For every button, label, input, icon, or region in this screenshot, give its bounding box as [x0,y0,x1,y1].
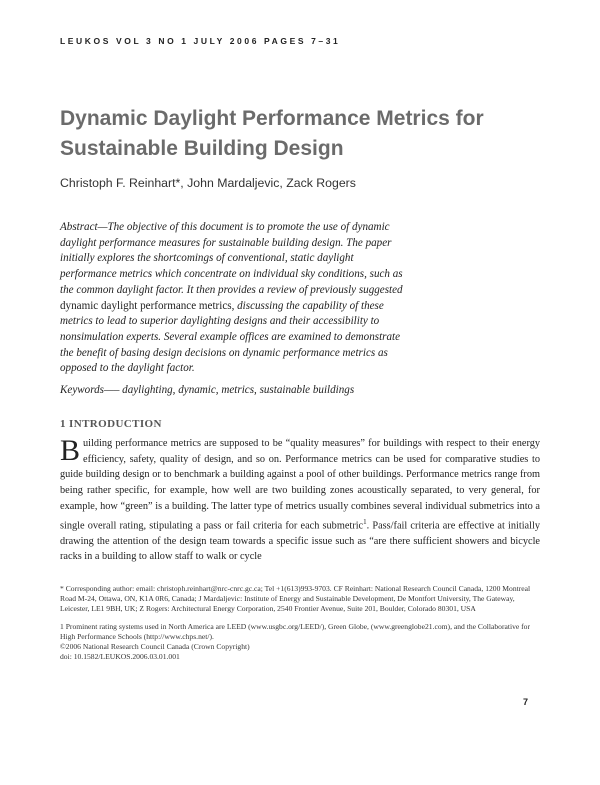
page-number: 7 [523,697,529,707]
introduction-paragraph [60,436,540,565]
author-list: Christoph F. Reinhart*, John Mardaljevic, Zack Rogers [60,176,356,190]
abstract-text-upright: dynamic daylight performance metrics, [60,299,235,312]
footnote-reference[interactable]: 1 [363,517,367,526]
paragraph-text-part2: . Pass/fail criteria are effective at initially drawing the attention of the design team towards a specific issue such as “are there sufficient showers and bicycle racks in a building to allow staff to walk or cycle [60,519,540,563]
corresponding-author-note: * Corresponding author: email: christoph.reinhart@nrc-cnrc.gc.ca; Tel +1(613)993-9703. CF Reinhart: National Research Council Canada, 1200 Montreal Road M-24, Ottawa, ON, K1A 0R6, Canada; J Mardaljevic: Institute of Energy and Sustainable Development, De Montfort University, The Gateway, Leicester, LE1 9BH, UK; Z Rogers: Architectural Energy Corporation, 2540 Frontier Avenue, Suite 201, Boulder, Colorado 80301, USA [60,584,531,614]
copyright-line: ©2006 National Research Council Canada (Crown Copyright) [60,642,250,652]
running-head: LEUKOS VOL 3 NO 1 JULY 2006 PAGES 7–31 [60,36,341,46]
footnote-1: 1 Prominent rating systems used in North America are LEED (www.usgbc.org/LEED/), Green Globe, (www.greenglobe21.com), and the Collaborative for High Performance Schools (http://www.chps.net/). [60,621,530,641]
section-heading-introduction: 1 INTRODUCTION [60,418,162,430]
abstract-text-part1: Abstract—The objective of this document is to promote the use of dynamic daylight performance measures for sustainable building design. The paper initially explores the shortcomings of conventional, static daylight performance metrics which concentrate on individual sky conditions, such as the common daylight factor. It then provides a review of previously suggested [60,221,403,296]
paragraph-text-part1: uilding performance metrics are supposed to be “quality measures” for buildings with respect to their energy efficiency, safety, quality of design, and so on. Performance metrics can be used for comparative studies to guide building design or to benchmark a building against a pool of other buildings. Performance metrics range from being rather specific, for example, how well are two building zones acoustically separated, to very general, for example, how “green” is a building. The latter type of metrics usually combines several individual submetrics into a single overall rating, stipulating a pass or fail criteria for each submetric [60,438,540,531]
abstract-text-part3: discussing the capability of these metrics to lead to superior daylighting designs and their accessibility to nonsimulation experts. Several example offices are examined to demonstrate the benefit of basing design decisions on dynamic performance metrics as opposed to the daylight factor. [60,299,401,375]
abstract [60,220,410,377]
footnotes [60,584,540,662]
paper-title: Dynamic Daylight Performance Metrics for Sustainable Building Design [60,107,484,160]
keywords: Keywords—– daylighting, dynamic, metrics, sustainable buildings [60,384,355,396]
doi-line: doi: 10.1582/LEUKOS.2006.03.01.001 [60,652,180,662]
drop-cap: B [60,434,81,467]
